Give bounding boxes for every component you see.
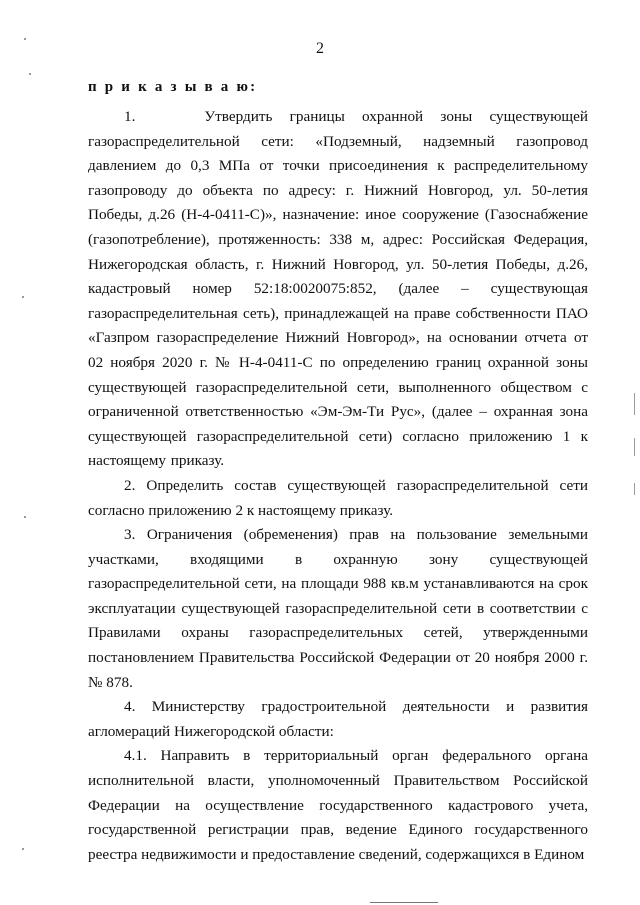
scan-dot: [29, 73, 31, 75]
paragraph-4-1: 4.1. Направить в территориальный орган федерального органа исполнительной власти, уполномоченный Правительством Российской Федерации на осуществление государственного кадастрового учета, государственной регистрации прав, ведение Единого государственного реестра недвижимости и предоставление сведений, содержащихся в Едином: [88, 747, 588, 863]
paragraph-3: 3. Ограничения (обременения) прав на пользование земельными участками, входящими в охранную зону существующей газораспределительной сети, на площади 988 кв.м устанавливаются на срок эксплуатации существующей газораспределительной сети в соответствии с Правилами охраны газораспределительных сетей, утвержденными постановлением Правительства Российской Федерации от 20 ноября 2000 г. № 878.: [88, 526, 588, 691]
scan-line: [634, 483, 635, 495]
scan-dot: [24, 516, 26, 518]
page-number: 2: [316, 40, 324, 57]
footer-rule: [370, 902, 438, 903]
scan-dot: [22, 296, 24, 298]
order-heading: п р и к а з ы в а ю:: [88, 79, 258, 95]
scan-dot: [22, 848, 24, 850]
paragraph-2: 2. Определить состав существующей газораспределительной сети согласно приложению 2 к настоящему приказу.: [88, 476, 588, 519]
scan-line: [634, 393, 635, 415]
scan-line: [634, 438, 635, 456]
paragraph-4: 4. Министерству градостроительной деятельности и развития агломераций Нижегородской области:: [88, 698, 588, 740]
document-body: [88, 105, 588, 867]
paragraph-1: 1. Утвердить границы охранной зоны существующей газораспределительной сети: «Подземный, надземный газопровод давлением до 0,3 МПа от точки присоединения к распределительному газопроводу до объекта по адресу: г. Нижний Новгород, ул. 50-летия Победы, д.26 (Н-4-0411-С)», назначение: иное сооружение (Газоснабжение (газопотребление), протяженность: 338 м, адрес: Российская Федерация, Нижегородская область, г. Нижний Новгород, ул. 50-летия Победы, д.26, кадастровый номер 52:18:0020075:852, (далее – существующая газораспределительная сеть), принадлежащей на праве собственности ПАО «Газпром газораспределение Нижний Новгород», на основании отчета от 02 ноября 2020 г. № Н-4-0411-С по определению границ охранной зоны существующей газораспределительной сети, выполненного обществом с ограниченной ответственностью «Эм-Эм-Ти Рус», (далее – охранная зона существующей газораспределительной сети) согласно приложению 1 к настоящему приказу.: [88, 108, 588, 470]
scan-dot: [24, 38, 26, 40]
